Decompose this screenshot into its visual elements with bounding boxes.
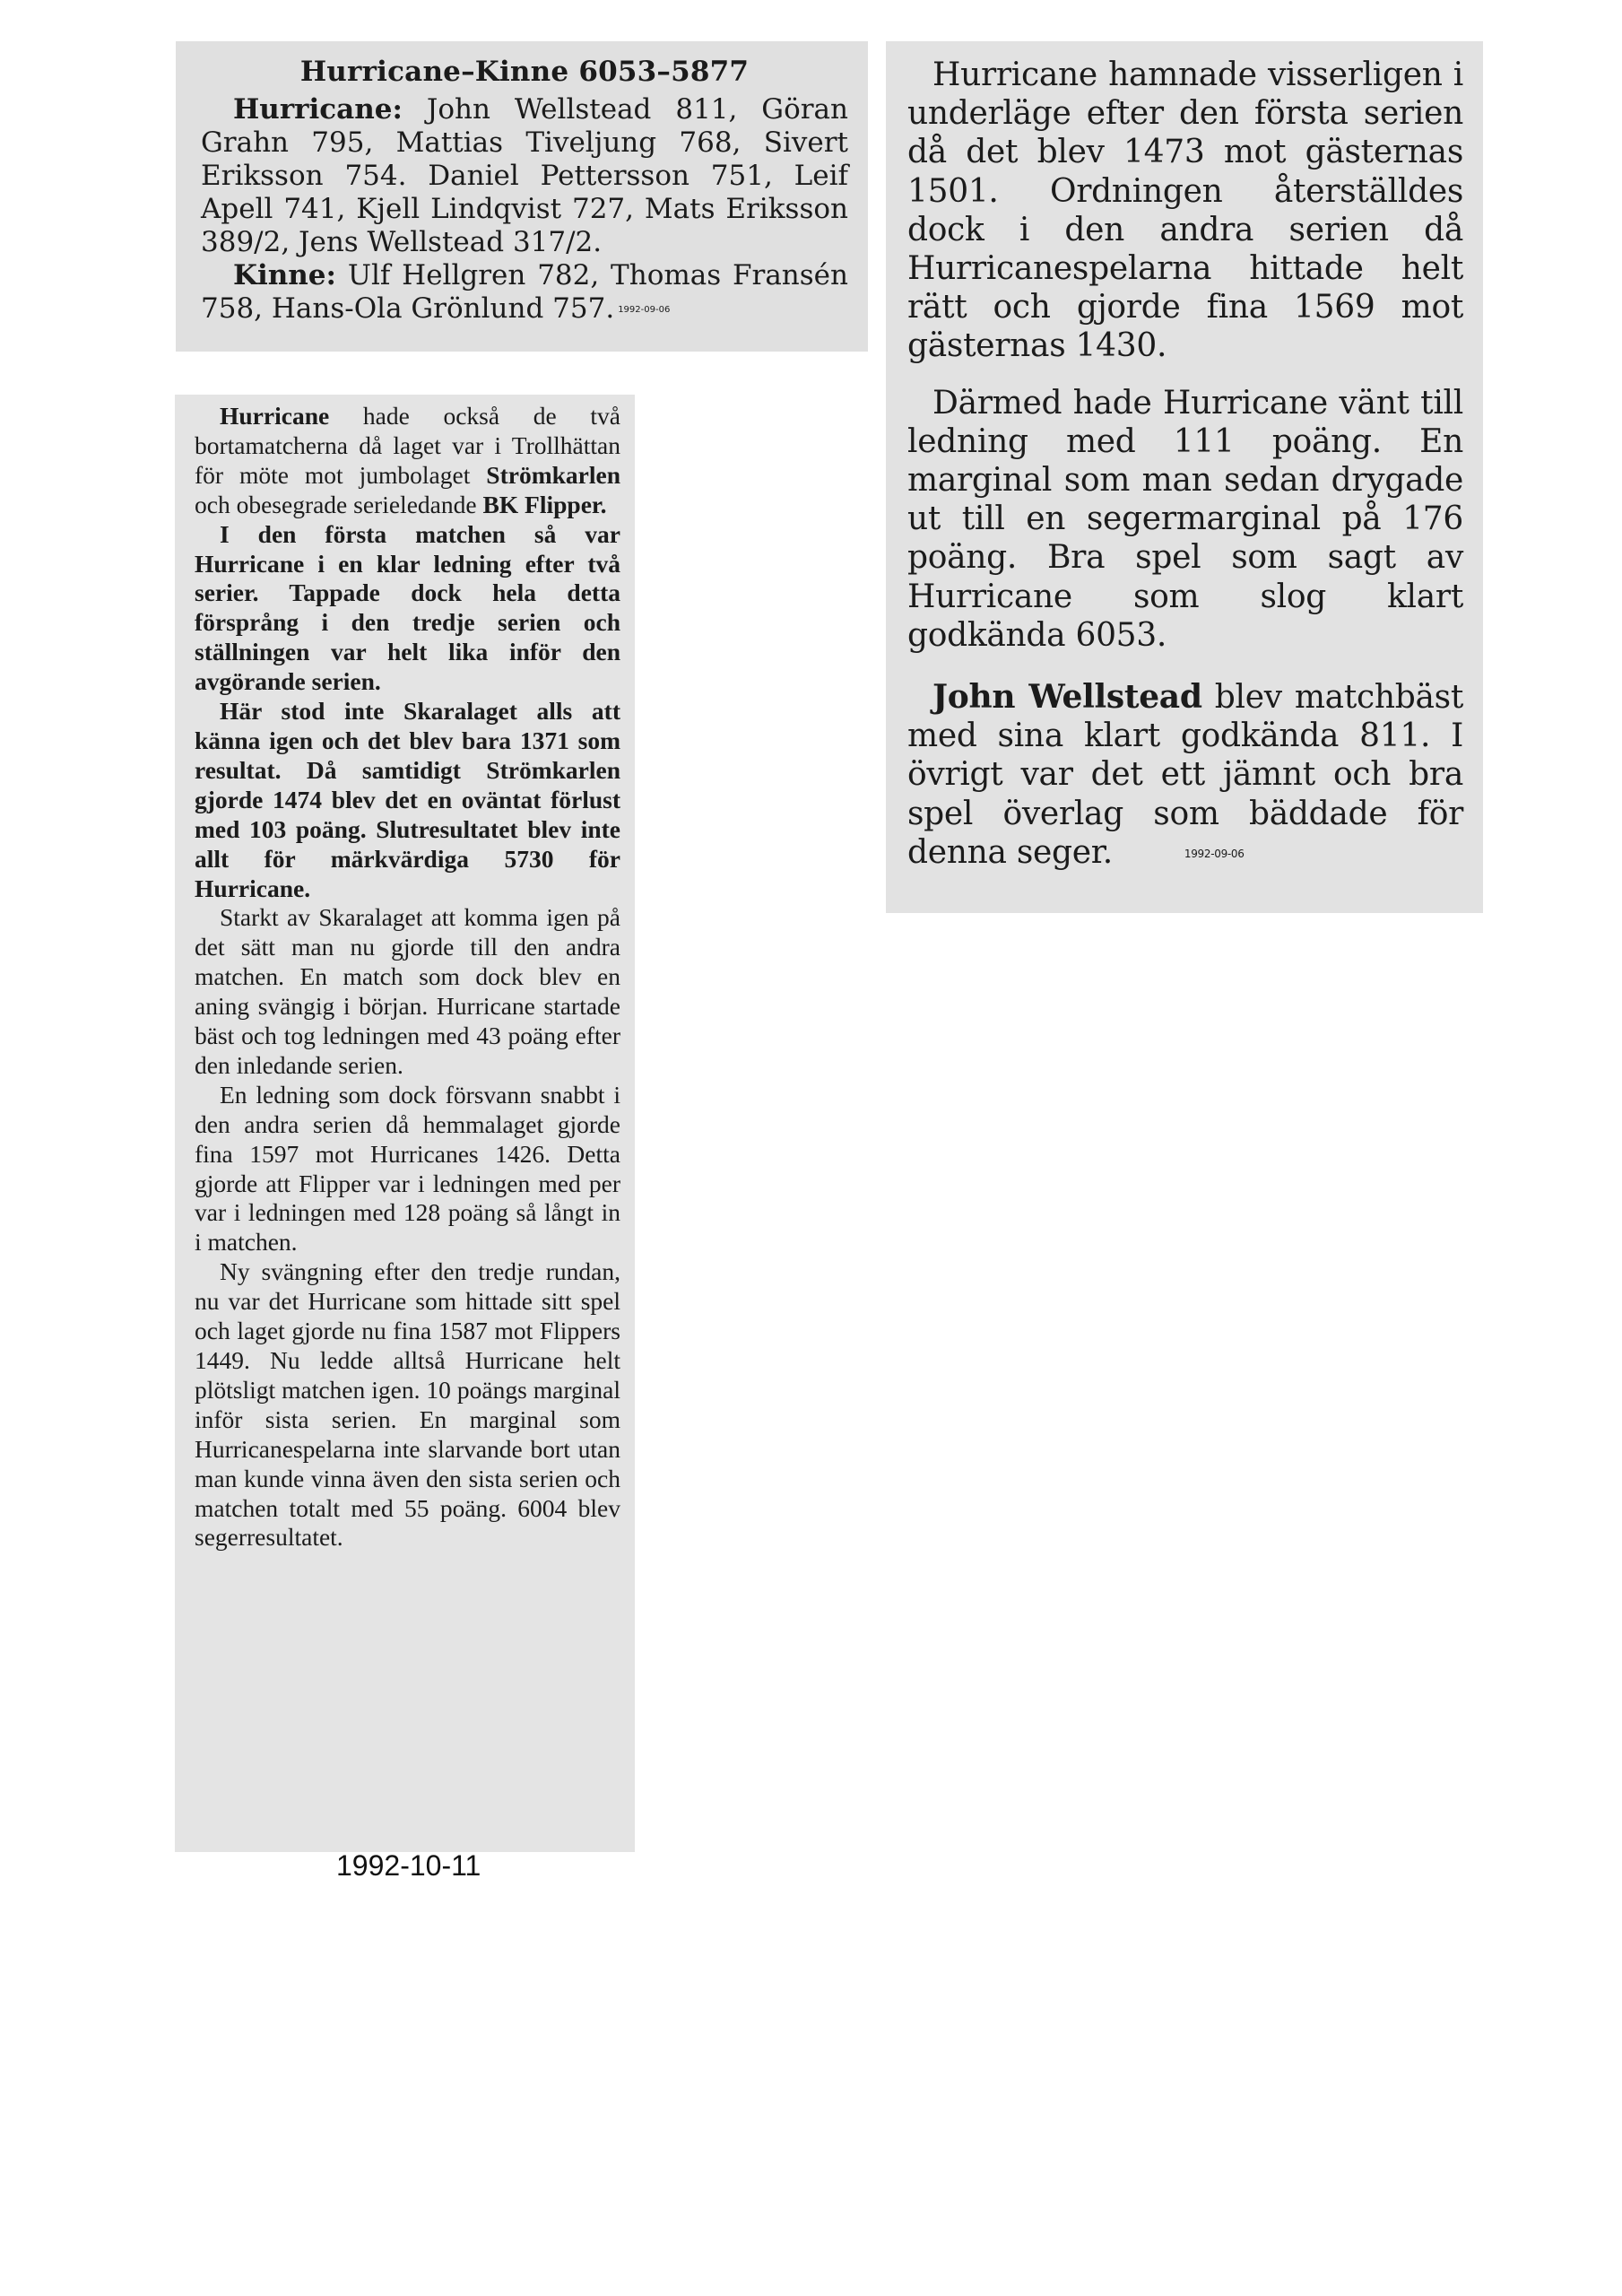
right-p3-text: blev matchbäst med sina klart godkända 811. I övrigt var det ett jämnt och bra spel överlag som bäddade för denna seger. <box>907 679 1463 871</box>
left-p1-text-b: och obesegrade serieledande <box>195 490 483 518</box>
left-article-paragraph-3: Här stod inte Skaralaget alls att känna igen och det blev bara 1371 som resultat. Då samtidigt Strömkarlen gjorde 1474 blev det en oväntat förlust med 103 poäng. Slutresultatet blev inte allt för märkvärdiga 5730 för Hurricane. <box>195 697 620 902</box>
right-date-stamp: 1992-09-06 <box>1184 848 1245 861</box>
results-clipping <box>176 41 868 352</box>
left-p1-team3: BK Flipper. <box>482 490 607 518</box>
left-article-date: 1992-10-11 <box>336 1849 481 1882</box>
right-article-clipping <box>886 41 1483 913</box>
results-headline: Hurricane–Kinne 6053–5877 <box>299 56 750 88</box>
kinne-lineup <box>201 259 848 326</box>
left-p1-text-a: hade också de två bortamatcherna då laget var i Trollhättan för möte mot jumbolaget <box>195 402 620 489</box>
left-article-clipping <box>175 395 635 1852</box>
results-date-stamp: 1992-09-06 <box>618 305 671 315</box>
hurricane-players: John Wellstead 811, Göran Grahn 795, Mattias Tiveljung 768, Sivert Eriksson 754. Daniel Pettersson 751, Leif Apell 741, Kjell Lindqvist 727, Mats Eriksson 389/2, Jens Wellstead 317/2. <box>201 93 848 258</box>
hurricane-lineup <box>201 93 848 259</box>
right-article-paragraph-2: Därmed hade Hurricane vänt till ledning med 111 poäng. En marginal som man sedan drygade ut till en segermarginal på 176 poäng. Bra spel som sagt av Hurricane som slog klart godkända 6053. <box>907 384 1463 654</box>
right-p3-name: John Wellstead <box>932 678 1202 717</box>
left-p1-team: Hurricane <box>220 402 330 430</box>
hurricane-team-label: Hurricane: <box>233 93 403 126</box>
left-article-paragraph-5: En ledning som dock försvann snabbt i den andra serien då hemmalaget gjorde fina 1597 mot Hurricanes 1426. Detta gjorde att Flipper var i ledningen med per var i ledningen med 128 poäng så långt in i matchen. <box>195 1080 620 1257</box>
kinne-players: Ulf Hellgren 782, Thomas Fransén 758, Hans-Ola Grönlund 757. <box>201 259 848 325</box>
left-article-paragraph-6: Ny svängning efter den tredje rundan, nu var det Hurricane som hittade sitt spel och laget gjorde nu fina 1587 mot Flippers 1449. Nu ledde alltså Hurricane helt plötsligt matchen igen. 10 poängs marginal inför sista serien. En marginal som Hurricanespelarna inte slarvande bort utan man kunde vinna även den sista serien och matchen totalt med 55 poäng. 6004 blev segerresultatet. <box>195 1257 620 1552</box>
left-article-paragraph-4: Starkt av Skaralaget att komma igen på det sätt man nu gjorde till den andra matchen. En match som dock blev en aning svängig i början. Hurricane startade bäst och tog ledningen med 43 poäng efter den inledande serien. <box>195 903 620 1079</box>
right-article-paragraph-3 <box>907 678 1463 874</box>
left-article-paragraph-2: I den första matchen så var Hurricane i en klar ledning efter två serier. Tappade dock hela detta försprång i den tredje serien och ställningen var helt lika inför den avgörande serien. <box>195 519 620 696</box>
left-p1-team2: Strömkarlen <box>486 460 620 489</box>
kinne-team-label: Kinne: <box>233 259 336 291</box>
right-article-paragraph-1: Hurricane hamnade visserligen i underläge efter den första serien då det blev 1473 mot gästernas 1501. Ordningen återställdes dock i den andra serien då Hurricanespelarna hittade helt rätt och gjorde fina 1569 mot gästernas 1430. <box>907 57 1463 365</box>
left-article-paragraph-1 <box>195 402 620 520</box>
